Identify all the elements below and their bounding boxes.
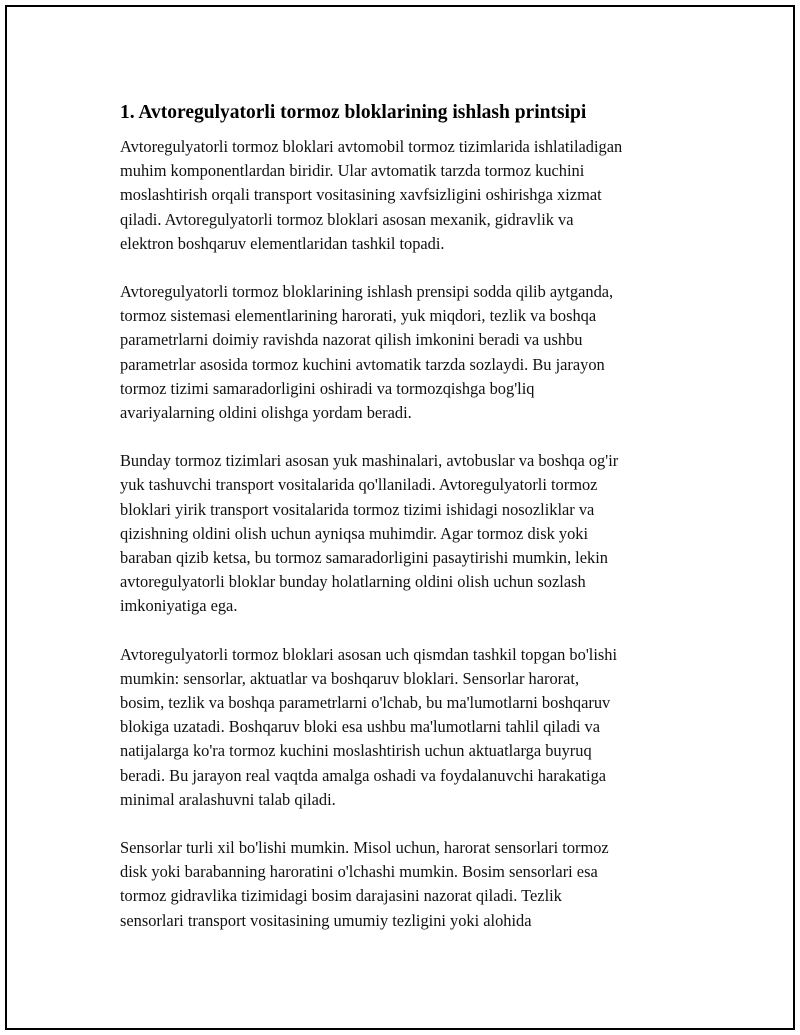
paragraph-1: Avtoregulyatorli tormoz bloklari avtomobil tormoz tizimlarida ishlatiladigan muhim komponentlardan biridir. Ular avtomatik tarzda tormoz kuchini moslashtirish orqali transport vositasining xavfsizligini oshirishga xizmat qiladi. Avtoregulyatorli tormoz bloklari asosan mexanik, gidravlik va elektron boshqaruv elementlaridan tashkil topadi. bbox=[120, 137, 623, 253]
document-body bbox=[120, 99, 700, 957]
paragraph-5: Sensorlar turli xil bo'lishi mumkin. Misol uchun, harorat sensorlari tormoz disk yoki barabanning haroratini o'lchashi mumkin. Bosim sensorlari esa tormoz gidravlika tizimidagi bosim darajasini nazorat qiladi. Tezlik sensorlari transport vositasining umumiy tezligini yoki alohida bbox=[120, 838, 609, 930]
paragraph-4: Avtoregulyatorli tormoz bloklari asosan uch qismdan tashkil topgan bo'lishi mumkin: sensorlar, aktuatlar va boshqaruv bloklari. Sensorlar harorat, bosim, tezlik va boshqa parametrlarni o'lchab, bu ma'lumotlarni boshqaruv blokiga uzatadi. Boshqaruv bloki esa ushbu ma'lumotlarni tahlil qiladi va natijalarga ko'ra tormoz kuchini moslashtirish uchun aktuatlarga buyruq beradi. Bu jarayon real vaqtda amalga oshadi va foydalanuvchi harakatiga minimal aralashuvni talab qiladi. bbox=[120, 644, 618, 809]
section-heading: 1. Avtoregulyatorli tormoz bloklarining ishlash printsipi bbox=[120, 102, 587, 123]
paragraph-3: Bunday tormoz tizimlari asosan yuk mashinalari, avtobuslar va boshqa og'ir yuk tashuvchi transport vositalarida qo'llaniladi. Avtoregulyatorli tormoz bloklari yirik transport vositalarida tormoz tizimi ishidagi nosozliklar va qizishning oldini olish uchun ayniqsa muhimdir. Agar tormoz disk yoki baraban qizib ketsa, bu tormoz samaradorligini pasaytirishi mumkin, lekin avtoregulyatorli bloklar bunday holatlarning oldini olish uchun sozlash imkoniyatiga ega. bbox=[120, 451, 619, 616]
paragraph-2: Avtoregulyatorli tormoz bloklarining ishlash prensipi sodda qilib aytganda, tormoz sistemasi elementlarining harorati, yuk miqdori, tezlik va boshqa parametrlarni doimiy ravishda nazorat qilish imkonini beradi va ushbu parametrlar asosida tormoz kuchini avtomatik tarzda sozlaydi. Bu jarayon tormoz tizimi samaradorligini oshiradi va tormozqishga bog'liq avariyalarning oldini olishga yordam beradi. bbox=[120, 282, 614, 423]
page-frame bbox=[5, 5, 795, 1030]
